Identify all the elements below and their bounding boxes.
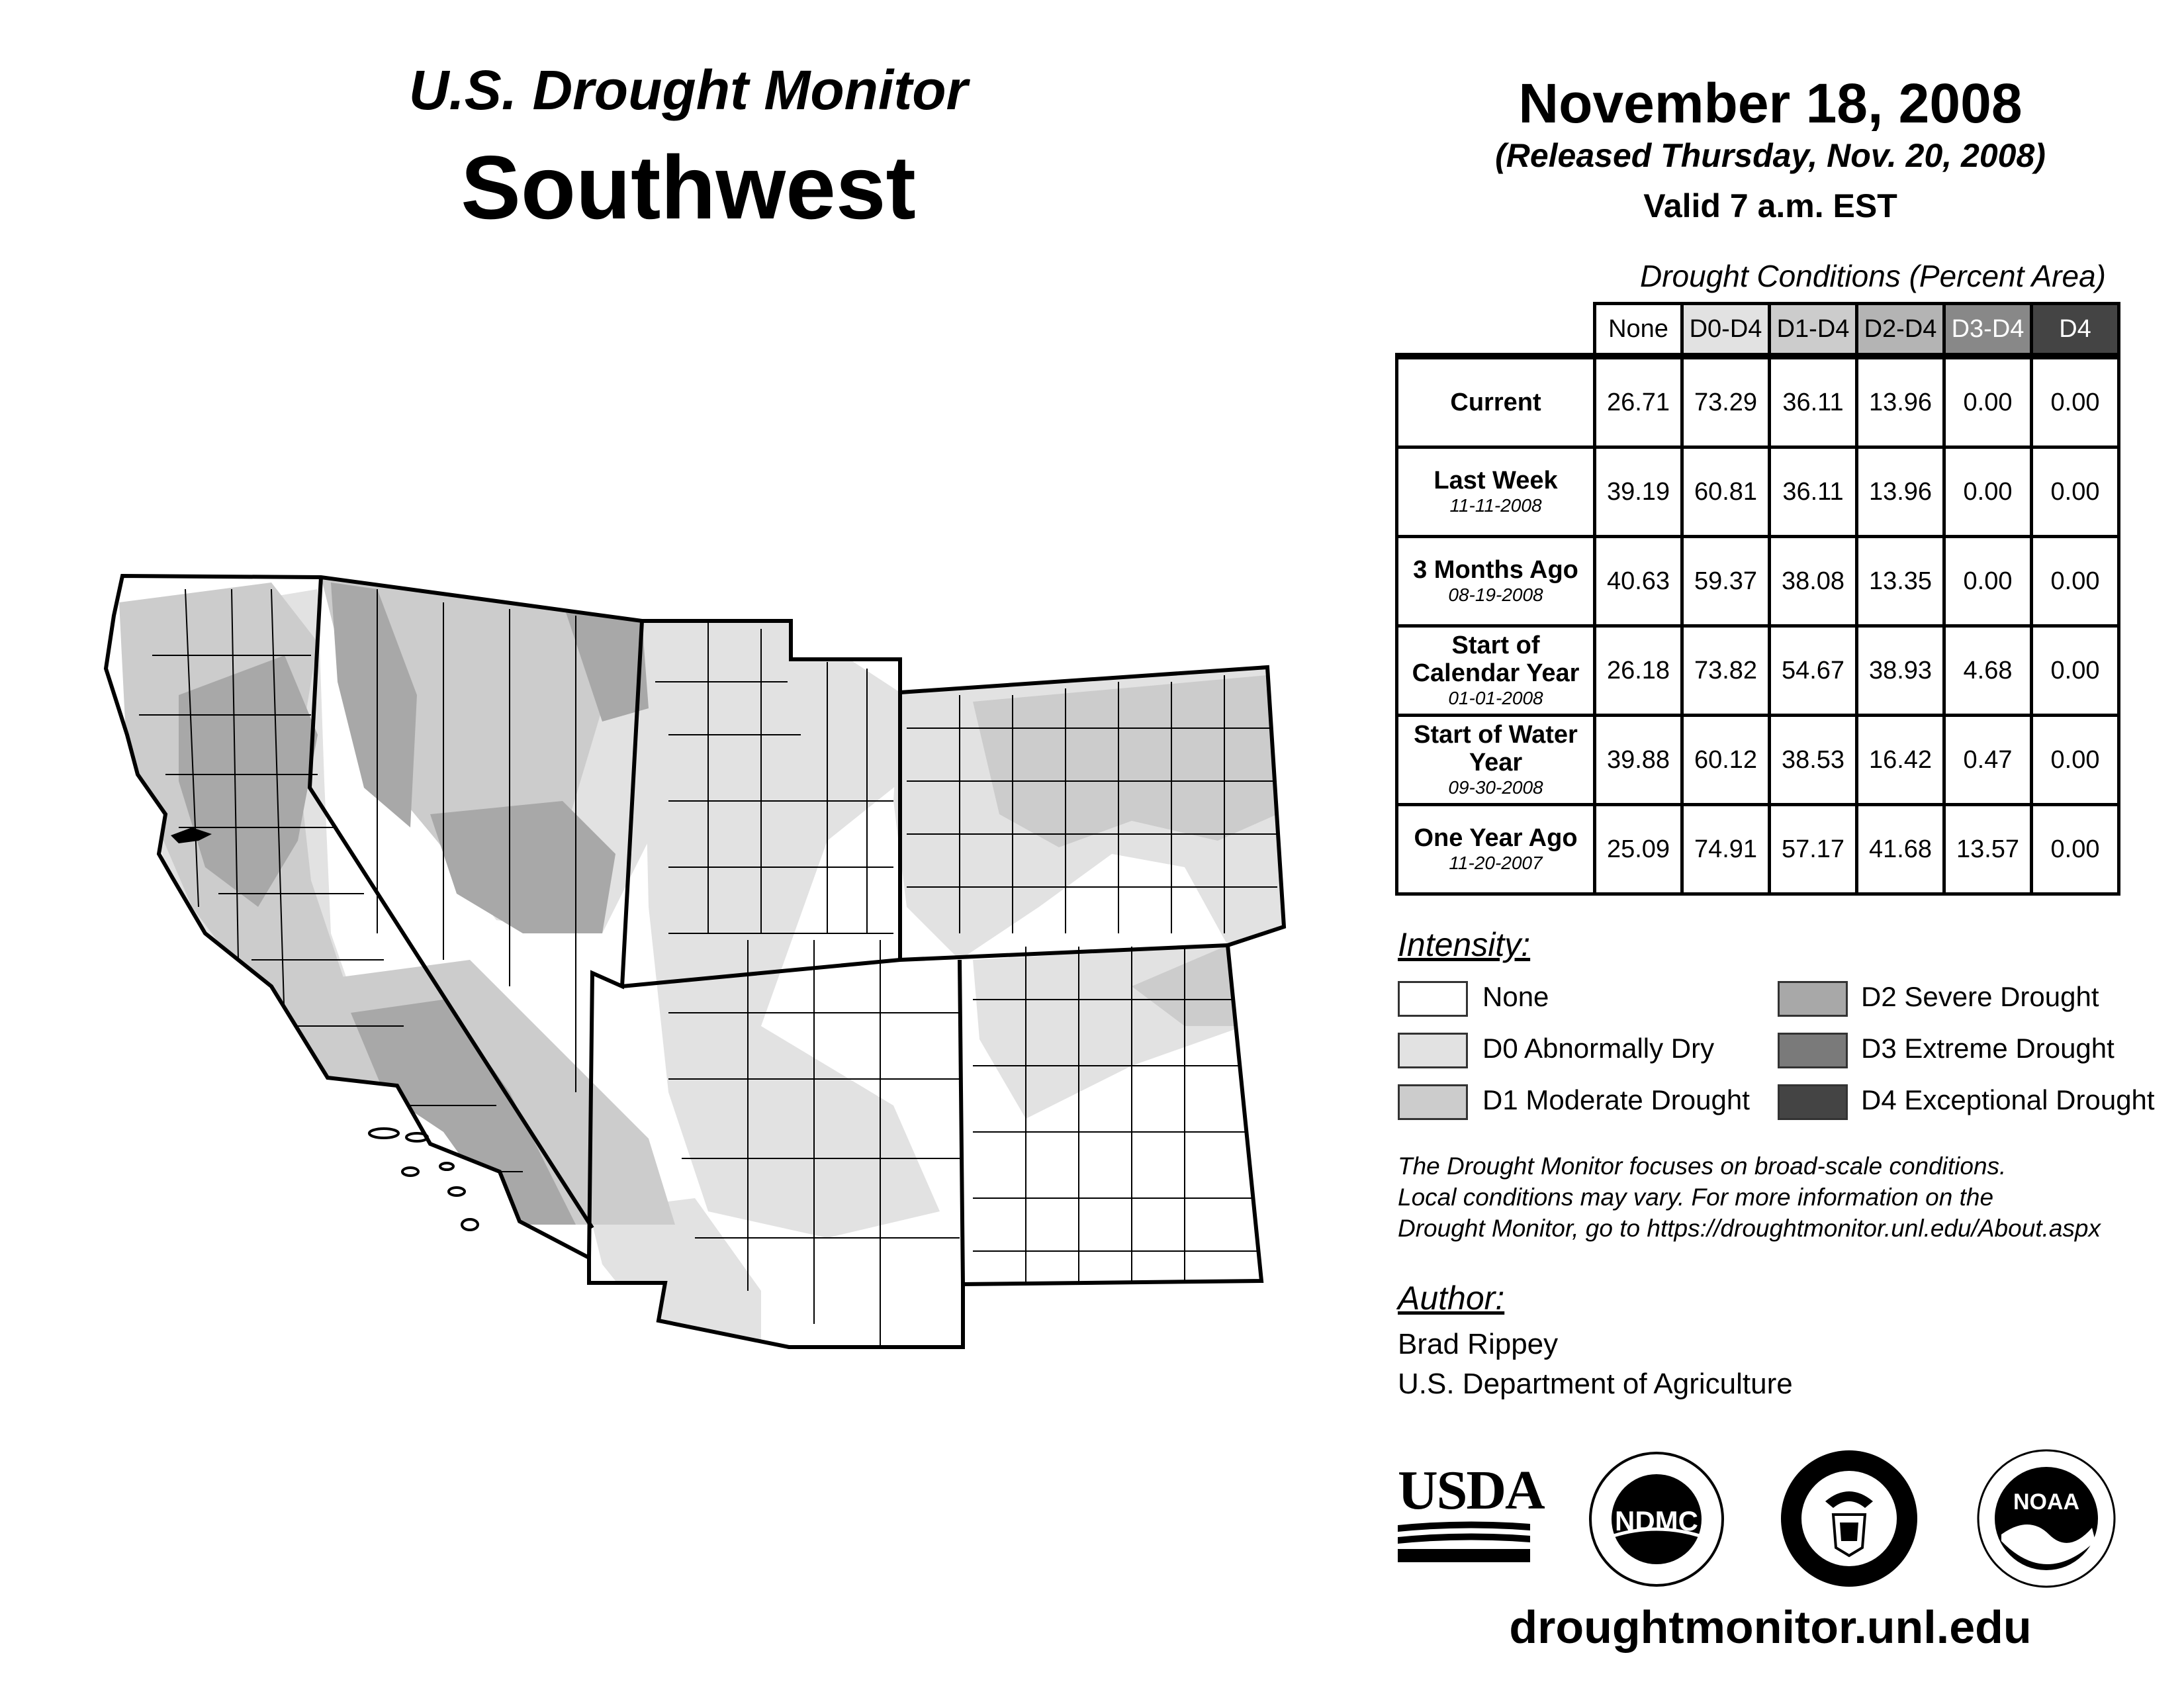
table-row: [1397, 716, 2119, 805]
col-header-none: None: [1595, 304, 1682, 357]
table-cell: 4.68: [1944, 626, 2032, 716]
author-org: U.S. Department of Agriculture: [1398, 1368, 1793, 1400]
table-cell: 36.11: [1770, 356, 1857, 447]
table-cell: 0.00: [1944, 447, 2032, 537]
author-heading: Author:: [1398, 1280, 1505, 1317]
row-label-text: Current: [1450, 389, 1541, 416]
table-cell: 0.00: [2032, 356, 2119, 447]
table-cell: 25.09: [1595, 805, 1682, 894]
table-cell: 36.11: [1770, 447, 1857, 537]
table-caption: Drought Conditions (Percent Area): [1640, 259, 2106, 293]
table-cell: 73.82: [1682, 626, 1770, 716]
drought-map: [99, 563, 1291, 1357]
table-row: [1397, 805, 2119, 894]
table-cell: 16.42: [1857, 716, 1944, 805]
legend-label: D3 Extreme Drought: [1861, 1033, 2115, 1064]
table-row: [1397, 356, 2119, 447]
col-header-d1-d4: D1-D4: [1770, 304, 1857, 357]
table-cell: 0.00: [1944, 537, 2032, 626]
table-cell: 38.53: [1770, 716, 1857, 805]
table-header-row: [1397, 304, 2119, 357]
noaa-seal: [1976, 1448, 2116, 1589]
legend-swatch-d4: [1778, 1084, 1848, 1120]
table-cell: 13.57: [1944, 805, 2032, 894]
row-label: [1397, 626, 1595, 716]
usda-logo: [1398, 1460, 1544, 1569]
usda-logo-text: USDA: [1398, 1460, 1544, 1521]
doc-seal: [1779, 1448, 1919, 1589]
table-cell: 38.93: [1857, 626, 1944, 716]
legend-swatch-d2: [1778, 981, 1848, 1017]
table-cell: 13.35: [1857, 537, 1944, 626]
table-cell: 59.37: [1682, 537, 1770, 626]
legend-swatch-none: [1398, 981, 1468, 1017]
table-cell: 40.63: [1595, 537, 1682, 626]
table-cell: 0.00: [2032, 716, 2119, 805]
table-cell: 54.67: [1770, 626, 1857, 716]
legend-label: None: [1482, 981, 1549, 1012]
table-cell: 0.00: [2032, 626, 2119, 716]
table-cell: 0.00: [1944, 356, 2032, 447]
table-row: [1397, 537, 2119, 626]
row-date: 08-19-2008: [1448, 585, 1543, 605]
table-corner: [1397, 304, 1595, 357]
table-cell: 38.08: [1770, 537, 1857, 626]
table-cell: 0.00: [2032, 537, 2119, 626]
valid-time: Valid 7 a.m. EST: [1643, 187, 1897, 224]
table-cell: 13.96: [1857, 447, 1944, 537]
region-title: Southwest: [461, 137, 916, 238]
row-label: [1397, 716, 1595, 805]
row-label: [1397, 805, 1595, 894]
doc-seal-logo: [1779, 1448, 1919, 1589]
note-line: Drought Monitor, go to https://droughtmonitor.unl.edu/About.aspx: [1398, 1215, 2101, 1242]
table-cell: 73.29: [1682, 356, 1770, 447]
map-date: November 18, 2008: [1518, 72, 2023, 134]
row-label-text: Last Week: [1433, 467, 1558, 494]
drought-conditions-table: [1395, 302, 2120, 896]
table-cell: 57.17: [1770, 805, 1857, 894]
row-label: [1397, 447, 1595, 537]
table-cell: 60.12: [1682, 716, 1770, 805]
table-row: [1397, 447, 2119, 537]
row-date: 11-11-2008: [1449, 495, 1542, 516]
noaa-logo: [1976, 1448, 2116, 1589]
table-cell: 60.81: [1682, 447, 1770, 537]
disclaimer-note: [1398, 1150, 2101, 1244]
table-cell: 0.47: [1944, 716, 2032, 805]
legend-heading: Intensity:: [1398, 926, 1531, 963]
col-header-d3-d4: D3-D4: [1944, 304, 2032, 357]
table-cell: 26.71: [1595, 356, 1682, 447]
row-label: [1397, 356, 1595, 447]
legend-label: D0 Abnormally Dry: [1482, 1033, 1715, 1064]
legend-label: D2 Severe Drought: [1861, 981, 2099, 1012]
legend-swatch-d0: [1398, 1033, 1468, 1068]
row-date: 11-20-2007: [1449, 853, 1543, 873]
table-cell: 41.68: [1857, 805, 1944, 894]
table-row: [1397, 626, 2119, 716]
table-cell: 0.00: [2032, 805, 2119, 894]
row-label: [1397, 537, 1595, 626]
footer-url[interactable]: droughtmonitor.unl.edu: [1509, 1601, 2032, 1653]
table-cell: 39.19: [1595, 447, 1682, 537]
legend-label: D1 Moderate Drought: [1482, 1084, 1750, 1115]
legend-label: D4 Exceptional Drought: [1861, 1084, 2155, 1115]
noaa-logo-text: NOAA: [2013, 1489, 2080, 1515]
table-cell: 26.18: [1595, 626, 1682, 716]
ndmc-logo-text: NDMC: [1615, 1505, 1698, 1536]
table-cell: 74.91: [1682, 805, 1770, 894]
legend-swatch-d3: [1778, 1033, 1848, 1068]
row-label-text: Start of Calendar Year: [1412, 632, 1580, 687]
map-title: U.S. Drought Monitor: [408, 59, 968, 121]
release-date: (Released Thursday, Nov. 20, 2008): [1495, 137, 2046, 174]
legend-swatch-d1: [1398, 1084, 1468, 1120]
table-cell: 13.96: [1857, 356, 1944, 447]
col-header-d0-d4: D0-D4: [1682, 304, 1770, 357]
author-name: Brad Rippey: [1398, 1328, 1559, 1360]
row-label-text: Start of Water Year: [1414, 721, 1578, 776]
note-line: Local conditions may vary. For more information on the: [1398, 1184, 1994, 1211]
usda-logo-fields: [1398, 1519, 1530, 1565]
col-header-d4: D4: [2032, 304, 2119, 357]
table-cell: 0.00: [2032, 447, 2119, 537]
note-line: The Drought Monitor focuses on broad-scale conditions.: [1398, 1152, 2007, 1180]
col-header-d2-d4: D2-D4: [1857, 304, 1944, 357]
table-cell: 39.88: [1595, 716, 1682, 805]
row-label-text: 3 Months Ago: [1413, 556, 1578, 584]
ndmc-logo: [1587, 1450, 1726, 1589]
row-label-text: One Year Ago: [1414, 824, 1578, 852]
row-date: 01-01-2008: [1448, 688, 1543, 708]
row-date: 09-30-2008: [1448, 777, 1543, 798]
